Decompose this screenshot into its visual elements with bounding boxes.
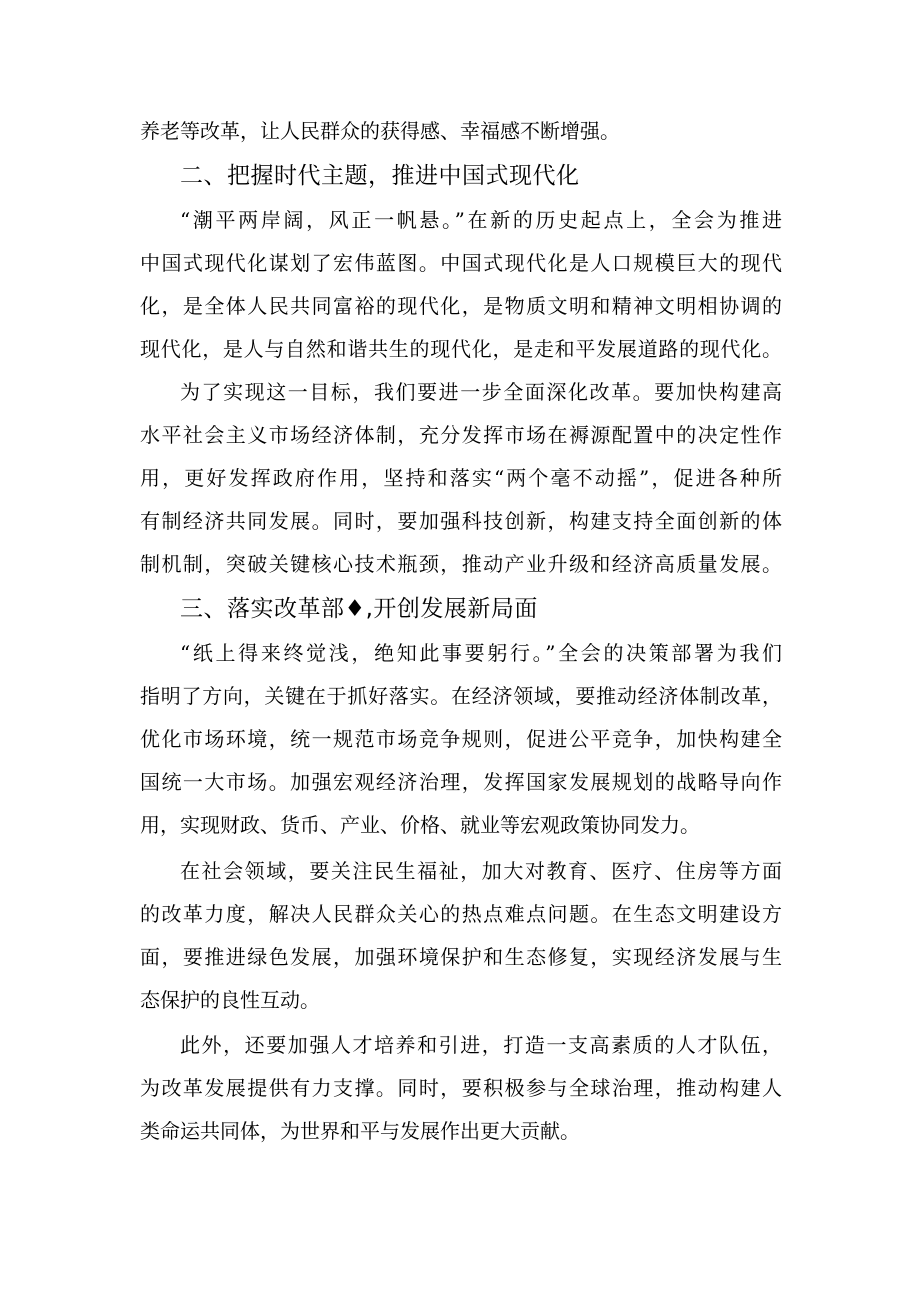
section-heading-3: 三、落实改革部♦,开创发展新局面 — [180, 596, 538, 622]
paragraph-line: 类命运共同体，为世界和平与发展作出更大贡献。 — [140, 1119, 580, 1143]
paragraph-line: 现代化，是人与自然和谐共生的现代化，是走和平发展道路的现代化。 — [140, 337, 782, 361]
paragraph-line: 国统一大市场。加强宏观经济治理，发挥国家发展规划的战略导向作 — [140, 770, 782, 794]
paragraph-line: 为了实现这一目标，我们要进一步全面深化改革。要加快构建高 — [180, 380, 782, 404]
paragraph-line: 用，实现财政、货币、产业、价格、就业等宏观政策协同发力。 — [140, 813, 700, 837]
paragraph-line: 化，是全体人民共同富裕的现代化，是物质文明和精神文明相协调的 — [140, 294, 782, 318]
paragraph-line: 面，要推进绿色发展，加强环境保护和生态修复，实现经济发展与生 — [140, 945, 782, 969]
paragraph-line: 中国式现代化谋划了宏伟蓝图。中国式现代化是人口规模巨大的现代 — [140, 251, 782, 275]
paragraph-line: 养老等改革，让人民群众的获得感、幸福感不断增强。 — [140, 119, 620, 143]
paragraph-line: 在社会领域，要关注民生福祉，加大对教育、医疗、住房等方面 — [180, 859, 782, 883]
paragraph-line: “潮平两岸阔，风正一帆悬。”在新的历史起点上，全会为推进 — [180, 208, 782, 232]
paragraph-line: 有制经济共同发展。同时，要加强科技创新，构建支持全面创新的体 — [140, 509, 782, 533]
paragraph-line: 水平社会主义市场经济体制，充分发挥市场在褥源配置中的决定性作 — [140, 423, 782, 447]
paragraph-line: 此外，还要加强人才培养和引进，打造一支高素质的人才队伍， — [180, 1033, 782, 1057]
paragraph-line: 优化市场环境，统一规范市场竞争规则，促进公平竞争，加快构建全 — [140, 727, 782, 751]
paragraph-line: 指明了方向，关键在于抓好落实。在经济领域，要推动经济体制改革， — [140, 684, 782, 708]
section-heading-2: 二、把握时代主题，推进中国式现代化 — [180, 163, 580, 189]
paragraph-line: 用，更好发挥政府作用，坚持和落实“两个毫不动摇”，促进各种所 — [140, 466, 782, 490]
paragraph-line: 制机制，突破关键核心技术瓶颈，推动产业升级和经济高质量发展。 — [140, 552, 782, 576]
paragraph-line: 态保护的良性互动。 — [140, 988, 320, 1012]
paragraph-line: 为改革发展提供有力支撑。同时，要积极参与全球治理，推动构建人 — [140, 1076, 782, 1100]
paragraph-line: 的改革力度，解决人民群众关心的热点难点问题。在生态文明建设方 — [140, 902, 782, 926]
paragraph-line: “纸上得来终觉浅，绝知此事要躬行。”全会的决策部署为我们 — [180, 641, 782, 665]
